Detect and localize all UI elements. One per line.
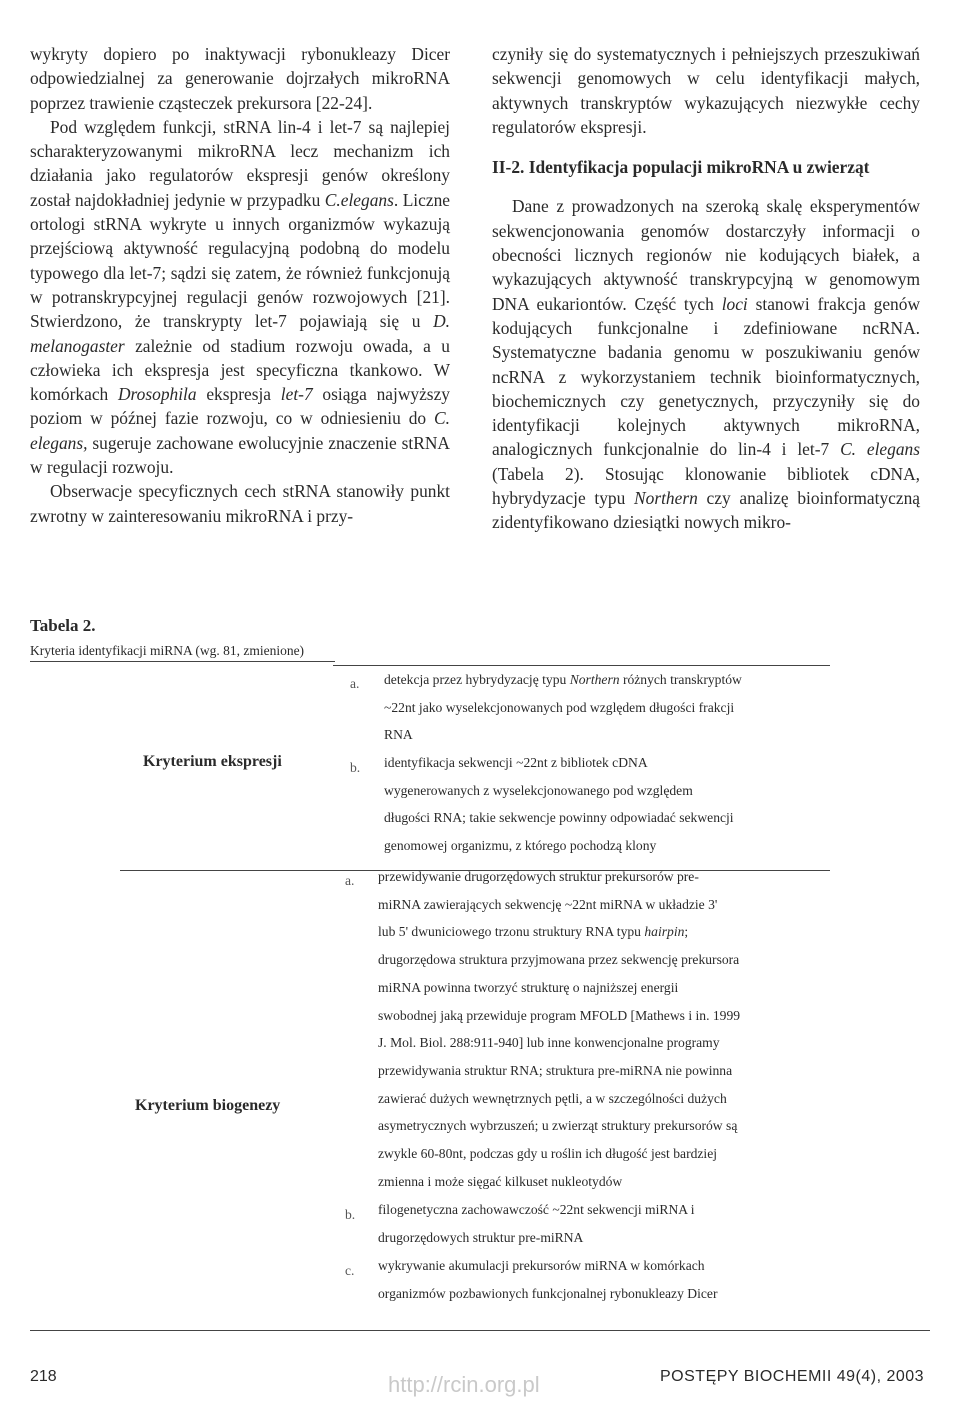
left-column xyxy=(30,42,450,528)
table-line: drugorzędowych struktur pre-miRNA xyxy=(378,1229,584,1245)
table-line: miRNA zawierających sekwencję ~22nt miRNA w układzie 3' xyxy=(378,896,718,912)
table-line: RNA xyxy=(384,727,413,743)
journal-title: POSTĘPY BIOCHEMII 49(4), 2003 xyxy=(660,1368,925,1385)
table-line: J. Mol. Biol. 288:911-940] lub inne konwencjonalne programy xyxy=(378,1035,720,1051)
section-heading: II-2. Identyfikacja populacji mikroRNA u zwierząt xyxy=(492,157,870,178)
table-label: Tabela 2. xyxy=(30,616,96,635)
table-line: ~22nt jako wyselekcjonowanych pod względem długości frakcji xyxy=(384,699,735,715)
table-line: długości RNA; takie sekwencje powinny odpowiadać sekwencji xyxy=(384,810,734,826)
item-letter: a. xyxy=(345,873,355,888)
table-bottom-rule xyxy=(30,1330,930,1331)
paragraph: Pod względem funkcji, stRNA lin-4 i let-7 są najlepiej scharakteryzowanymi mikroRNA lecz mechanizm ich działania jako regulatorów ekspresji genów określony został najdokładniej jedynie w przypadku C.elegans. Liczne ortologi stRNA wykryte u innych organizmów wykazują przejściową aktywność regulacyjną podobną do modelu typowego dla let-7; sądzi się zatem, że również funkcjonują w potranskrypcyjnej regulacji genów rozwojowych [21]. Stwierdzono, że transkrypty let-7 pojawiają się u D. melanogaster zależnie od stadium rozwoju owada, a u człowieka ich ekspresja jest specyficzna tkankowo. W komórkach Drosophila ekspresja let-7 osiąga najwyższy poziom w późnej fazie rozwoju, co w odniesieniu do C. elegans, sugeruje zachowane ewolucyjnie znaczenie stRNA w regulacji rozwoju. xyxy=(30,116,450,478)
table-line: zawierać dużych wewnętrznych pętli, a w szczególności dużych xyxy=(378,1090,727,1106)
criterion-biogenesis-b xyxy=(378,1196,695,1251)
table-line: lub 5' dwuniciowego trzonu struktury RNA typu hairpin; xyxy=(378,924,689,940)
item-letter: a. xyxy=(350,676,360,691)
paragraph: czyniły się do systematycznych i pełniejszych przeszukiwań sekwencji genomowych w celu identyfikacji małych, aktywnych transkryptów wykazujących niezwykłe cechy regulatorów ekspresji. xyxy=(492,44,920,137)
paragraph: Dane z prowadzonych na szeroką skalę eksperymentów sekwencjonowania genomów dostarczyły informacji o obecności licznych regionów nie kodujących białek, a wykazujących aktywność transkrypcyjną w genomowym DNA eukariontów. Część tych loci stanowi frakcja genów kodujących funkcjonalne i zdefiniowane ncRNA. Systematyczne badania genomu w poszukiwaniu genów ncRNA z wykorzystaniem technik bioinformatycznych, biochemicznych czy genetycznych, przyczyniły się do identyfikacji kolejnych aktywnych mikroRNA, analogicznych funkcjonalnie do lin-4 i let-7 C. elegans (Tabela 2). Stosując klonowanie bibliotek cDNA, hybrydyzacje typu Northern czy analizę bioinformatyczną zidentyfikowano dziesiątki nowych mikro- xyxy=(492,196,921,533)
table-line: detekcja przez hybrydyzację typu Northern różnych transkryptów xyxy=(384,672,742,687)
table-line: drugorzędowa struktura przyjmowana przez sekwencję prekursora xyxy=(378,952,740,968)
table-line: zmienna i może sięgać kilkuset nukleotydów xyxy=(378,1173,623,1189)
table-line: swobodnej jaką przewiduje program MFOLD [Mathews i in. 1999 xyxy=(378,1007,741,1023)
page-number: 218 xyxy=(30,1368,57,1385)
table-line: przewidywania struktur RNA; struktura pre-miRNA nie powinna xyxy=(378,1062,733,1078)
source-url[interactable]: http://rcin.org.pl xyxy=(388,1372,540,1397)
criterion-biogenesis-title: Kryterium biogenezy xyxy=(135,1097,281,1114)
table-line: miRNA powinna tworzyć strukturę o najniższej energii xyxy=(378,979,679,995)
item-letter: c. xyxy=(345,1263,355,1278)
item-letter: b. xyxy=(350,760,361,775)
criterion-expression-title: Kryterium ekspresji xyxy=(143,753,282,770)
table-line: zwykle 60-80nt, podczas gdy u roślin ich długość jest bardziej xyxy=(378,1146,718,1162)
table-line: organizmów pozbawionych funkcjonalnej rybonukleazy Dicer xyxy=(378,1285,718,1301)
table-line: genomowej organizmu, z którego pochodzą klony xyxy=(384,838,657,854)
right-column xyxy=(492,42,920,535)
table-line: przewidywanie drugorzędowych struktur prekursorów pre- xyxy=(378,869,699,884)
criterion-biogenesis-a xyxy=(378,863,740,1195)
paragraph: wykryty dopiero po inaktywacji rybonukleazy Dicer odpowiedzialnej za generowanie dojrzałych mikroRNA poprzez trawienie cząsteczek prekursora [22-24]. xyxy=(30,44,450,113)
table-line: identyfikacja sekwencji ~22nt z bibliotek cDNA xyxy=(384,755,648,770)
criterion-biogenesis-c xyxy=(378,1252,717,1307)
criterion-expression-a xyxy=(384,666,742,749)
table-line: wygenerowanych z wyselekcjonowanego pod względem xyxy=(384,782,693,798)
table-line: wykrywanie akumulacji prekursorów miRNA w komórkach xyxy=(378,1258,705,1273)
table-line: filogenetyczna zachowawczość ~22nt sekwencji miRNA i xyxy=(378,1202,695,1217)
paragraph: Obserwacje specyficznych cech stRNA stanowiły punkt zwrotny w zainteresowaniu mikroRNA i przy- xyxy=(30,481,450,526)
table-line: asymetrycznych wybrzuszeń; u zwierząt struktury prekursorów są xyxy=(378,1118,738,1134)
criterion-expression-b xyxy=(384,749,734,860)
table-caption: Kryteria identyfikacji miRNA (wg. 81, zmienione) xyxy=(30,643,335,662)
item-letter: b. xyxy=(345,1207,356,1222)
